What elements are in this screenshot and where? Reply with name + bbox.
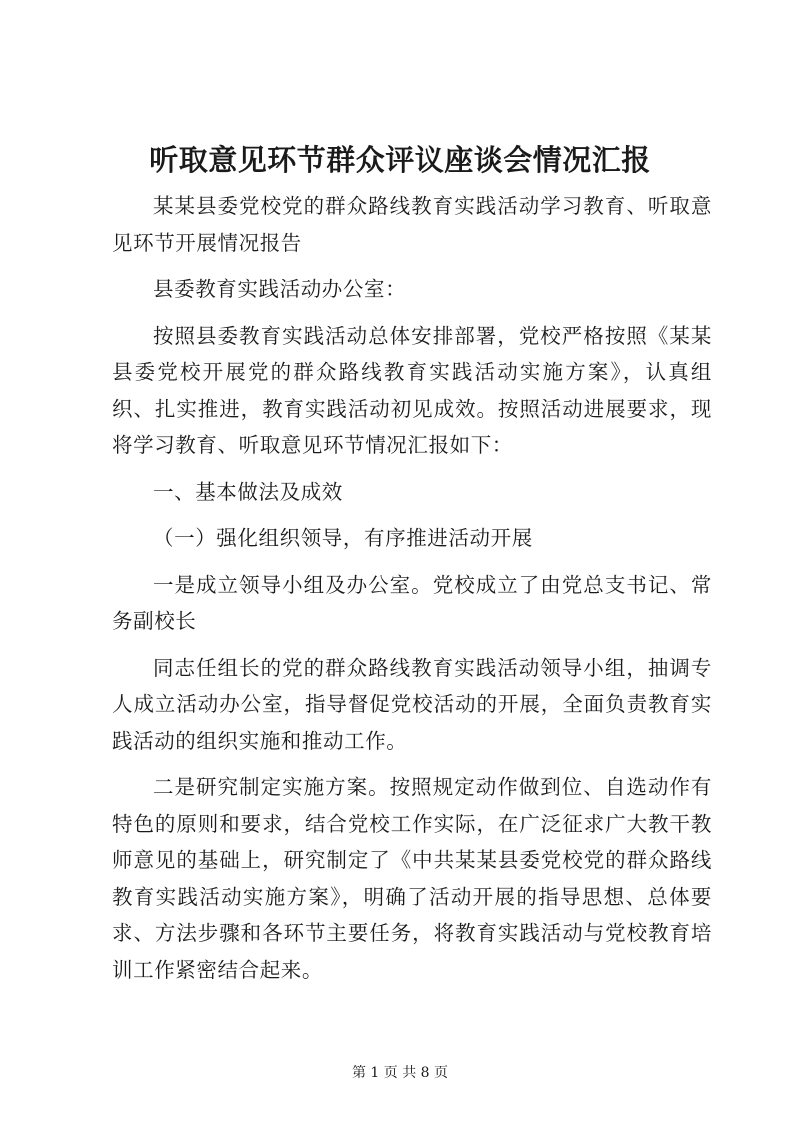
document-body <box>112 188 712 988</box>
paragraph-salutation: 县委教育实践活动办公室： <box>153 277 407 301</box>
section-heading-basic-practices: 一、基本做法及成效 <box>153 479 343 504</box>
paragraph-intro: 按照县委教育实践活动总体安排部署，党校严格按照《某某县委党校开展党的群众路线教育实践活动实施方案》，认真组织、扎实推进，教育实践活动初见成效。按照活动进展要求，现将学习教育、听取意见环节情况汇报如下： <box>112 323 712 457</box>
paragraph-leading-group: 一是成立领导小组及办公室。党校成立了由党总支书记、常务副校长 <box>112 572 712 633</box>
document-title: 听取意见环节群众评议座谈会情况汇报 <box>149 143 651 177</box>
subsection-heading-organization: （一）强化组织领导，有序推进活动开展 <box>153 526 533 550</box>
paragraph-leading-group-continued: 同志任组长的党的群众路线教育实践活动领导小组，抽调专人成立活动办公室，指导督促党校活动的开展，全面负责教育实践活动的组织实施和推动工作。 <box>112 655 712 753</box>
page-number-footer: 第 1 页 共 8 页 <box>351 1065 449 1081</box>
paragraph-implementation-plan: 二是研究制定实施方案。按照规定动作做到位、自选动作有特色的原则和要求，结合党校工作实际，在广泛征求广大教干教师意见的基础上，研究制定了《中共某某县委党校党的群众路线教育实践活动实施方案》，明确了活动开展的指导思想、总体要求、方法步骤和各环节主要任务，将教育实践活动与党校教育培训工作紧密结合起来。 <box>112 775 712 982</box>
paragraph-report-subtitle: 某某县委党校党的群众路线教育实践活动学习教育、听取意见环节开展情况报告 <box>112 194 712 255</box>
